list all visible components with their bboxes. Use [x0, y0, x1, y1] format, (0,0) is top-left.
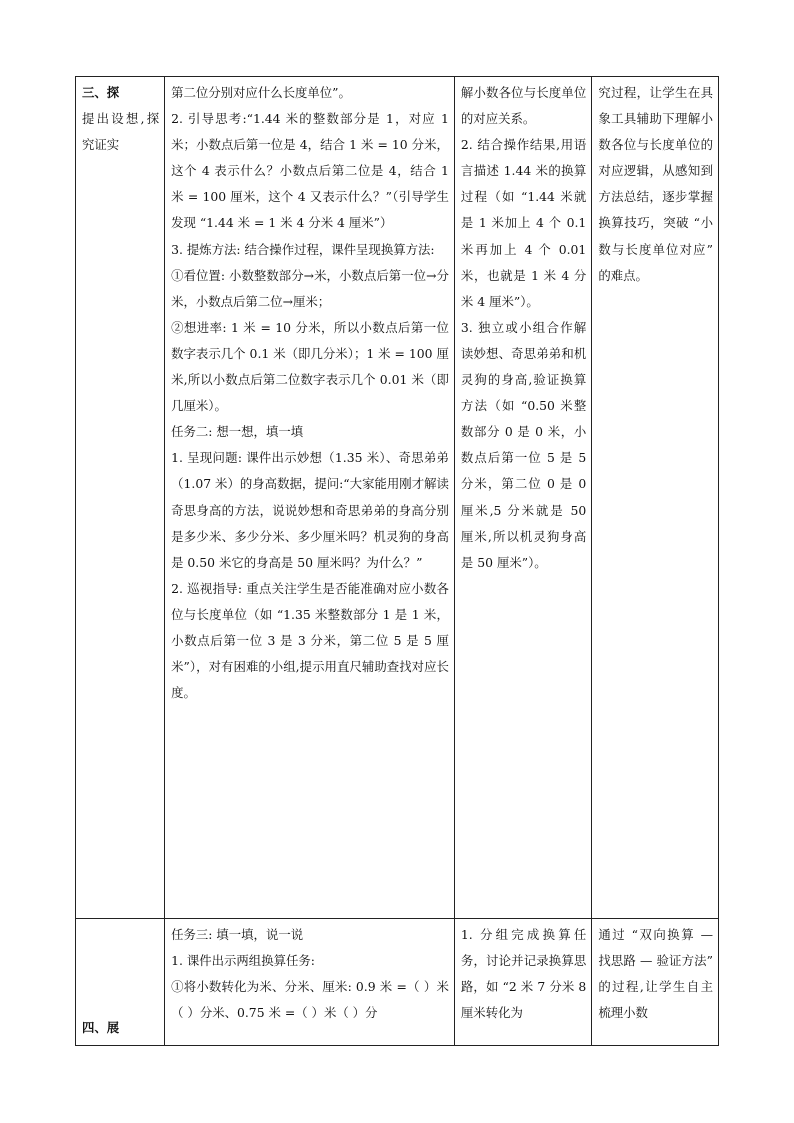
paragraph: 1. 课件出示两组换算任务:	[171, 953, 315, 969]
student-activity-cell	[454, 77, 591, 919]
paragraph: 1. 分组完成换算任务，讨论并记录换算思路，如 “2 米 7 分米 8 厘米转化为	[460, 927, 587, 1021]
lesson-plan-table	[75, 76, 719, 1046]
paragraph: 2. 巡视指导: 重点关注学生是否能准确对应小数各位与长度单位（如 “1.35 米整数部分 1 是 1 米，小数点后第一位 3 是 3 分米，第二位 5 是 5 厘米”），对有困难的小组,提示用直尺辅助查找对应长度。	[171, 580, 449, 701]
teacher-activity-cell	[165, 919, 455, 1046]
paragraph: 3. 提炼方法: 结合操作过程，课件呈现换算方法:	[171, 241, 435, 257]
paragraph: 任务二: 想一想，填一填	[171, 424, 304, 440]
paragraph: 第二位分别对应什么长度单位”。	[171, 85, 351, 100]
paragraph: 2. 结合操作结果,用语言描述 1.44 米的换算过程（如 “1.44 米就是 1 米加上 4 个 0.1 米再加上 4 个 0.01 米，也就是 1 米 4 分米 4 厘米”）。	[460, 137, 587, 309]
teacher-activity-cell	[165, 77, 455, 919]
student-activity-cell	[454, 919, 591, 1046]
paragraph: 解小数各位与长度单位的对应关系。	[460, 85, 587, 127]
paragraph: ①将小数转化为米、分米、厘米: 0.9 米 =（ ）米（ ）分米、0.75 米 =（ ）米（ ）分	[171, 979, 449, 1021]
paragraph: ①看位置: 小数整数部分→米，小数点后第一位→分米，小数点后第二位→厘米；	[171, 267, 449, 309]
table-row	[76, 77, 719, 919]
stage-title: 四、展	[82, 1019, 120, 1035]
stage-cell	[76, 919, 165, 1046]
design-intent-cell	[592, 77, 719, 919]
paragraph: 究过程，让学生在具象工具辅助下理解小数各位与长度单位的对应逻辑，从感知到方法总结，逐步掌握换算技巧，突破 “小数与长度单位对应” 的难点。	[598, 85, 713, 283]
stage-cell	[76, 77, 165, 919]
design-intent-cell	[592, 919, 719, 1046]
paragraph: 通过 “双向换算 — 找思路 — 验证方法” 的过程,让学生自主梳理小数	[598, 927, 713, 1021]
paragraph: 3. 独立或小组合作解读妙想、奇思弟弟和机灵狗的身高,验证换算方法（如 “0.50 米整数部分 0 是 0 米，小数点后第一位 5 是 5 分米，第二位 0 是 0 厘米,5 分米就是 50 厘米,所以机灵狗身高是 50 厘米”）。	[460, 319, 587, 570]
paragraph: 任务三: 填一填，说一说	[171, 927, 304, 942]
table-row	[76, 919, 719, 1046]
stage-subtitle: 提出设想,探究证实	[82, 111, 160, 153]
paragraph: 1. 呈现问题: 课件出示妙想（1.35 米）、奇思弟弟（1.07 米）的身高数据，提问:“大家能用刚才解读奇思身高的方法，说说妙想和奇思弟弟的身高分别是多少米、多少分米、多少厘米吗？机灵狗的身高是 0.50 米它的身高是 50 厘米吗？为什么？”	[171, 450, 449, 570]
paragraph: 2. 引导思考:“1.44 米的整数部分是 1，对应 1 米；小数点后第一位是 4，结合 1 米 = 10 分米，这个 4 表示什么？小数点后第二位是 4，结合 1 米 = 100 厘米，这个 4 又表示什么？”（引导学生发现 “1.44 米 = 1 米 4 分米 4 厘米”）	[171, 111, 449, 231]
paragraph: ②想进率: 1 米 = 10 分米，所以小数点后第一位数字表示几个 0.1 米（即几分米）；1 米 = 100 厘米,所以小数点后第二位数字表示几个 0.01 米（即几厘米）。	[171, 319, 449, 414]
stage-title: 三、探	[82, 85, 120, 100]
